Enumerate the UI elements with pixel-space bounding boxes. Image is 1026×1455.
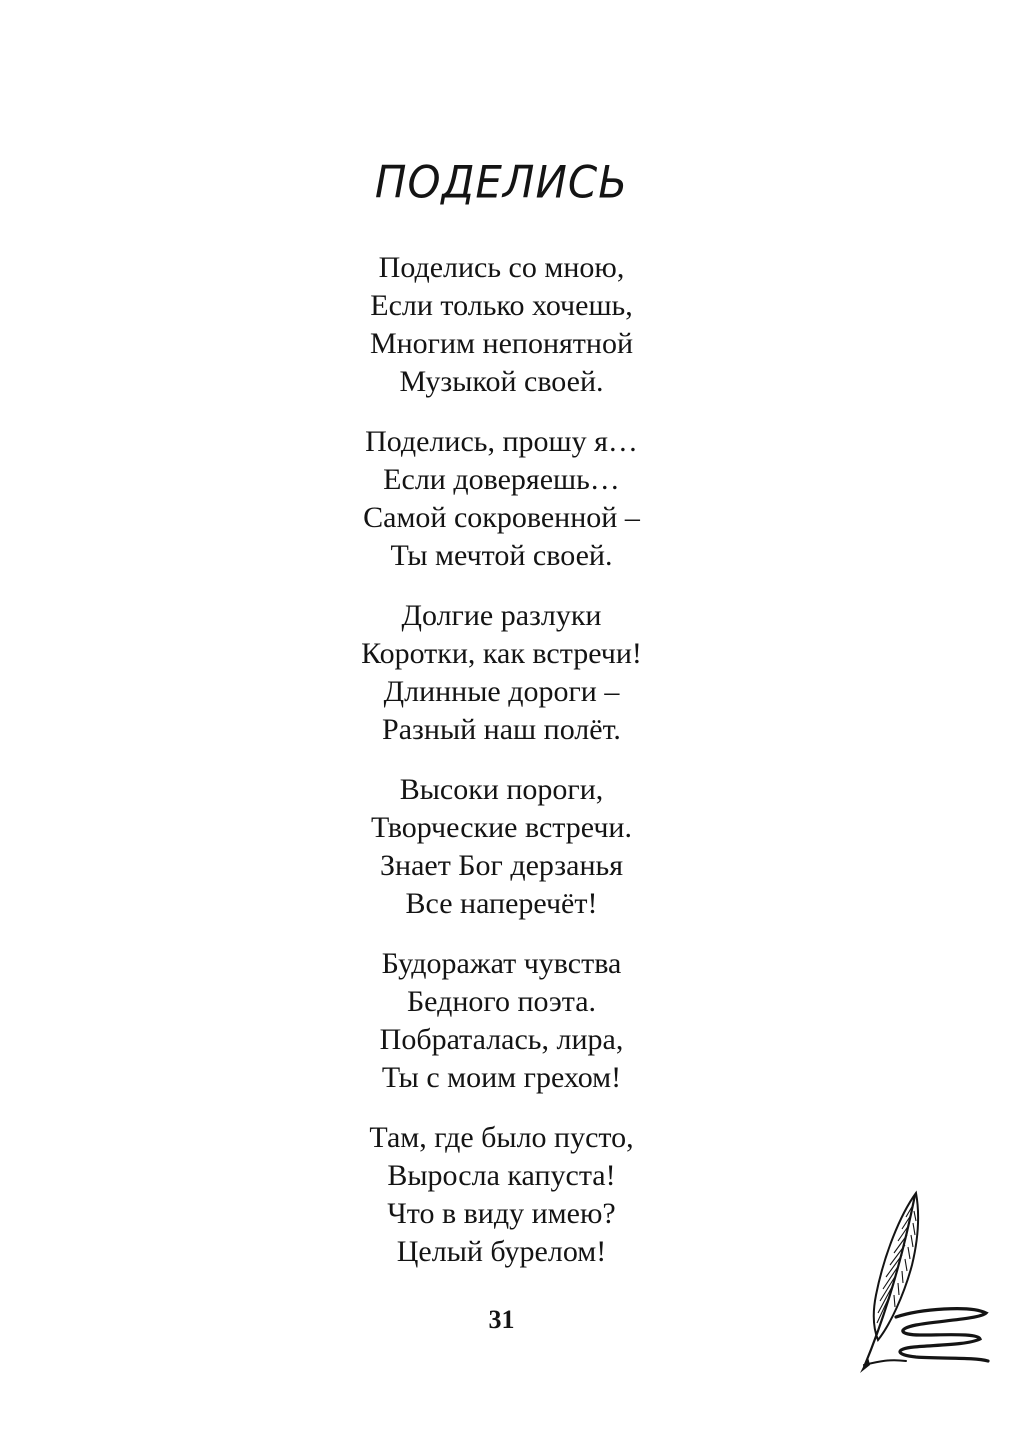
poem-line: Побраталась, лира, [379,1023,624,1056]
poem-body [0,249,1003,1293]
poem-line: Долгие разлуки [401,599,602,632]
poem-line: Ты с моим грехом! [381,1061,622,1094]
poem-line: Там, где было пусто, [369,1121,634,1154]
stanza-5 [0,945,1003,1097]
poem-line: Разный наш полёт. [382,713,621,746]
poem-line: Если только хочешь, [370,289,633,322]
poem-line: Целый бурелом! [396,1235,607,1268]
poem-line: Поделись со мною, [378,251,625,284]
poem-line: Если доверяешь… [383,463,620,496]
poem-line: Многим непонятной [369,327,634,360]
stanza-4 [0,771,1003,923]
poem-line: Выросла капуста! [387,1159,616,1192]
stanza-3 [0,597,1003,749]
stanza-1 [0,249,1003,401]
poem-line: Бедного поэта. [406,985,597,1018]
poem-line: Длинные дороги – [383,675,620,708]
poem-line: Музыкой своей. [399,365,604,398]
stanza-2 [0,423,1003,575]
poem-title: ПОДЕЛИСЬ [374,156,629,209]
poem-line: Ты мечтой своей. [390,539,613,572]
poem-line: Поделись, прошу я… [365,425,638,458]
poem-line: Творческие встречи. [371,811,632,844]
poem-line: Высоки пороги, [399,773,604,806]
poem-line: Самой сокровенной – [363,501,640,534]
poem-line: Что в виду имею? [387,1197,616,1230]
poem-line: Коротки, как встречи! [361,637,642,670]
page-number: 31 [488,1305,515,1334]
poem-line: Все наперечёт! [405,887,598,920]
poem-line: Будоражат чувства [381,947,622,980]
quill-pen-icon [850,1185,1000,1380]
poem-line: Знает Бог дерзанья [379,849,623,882]
